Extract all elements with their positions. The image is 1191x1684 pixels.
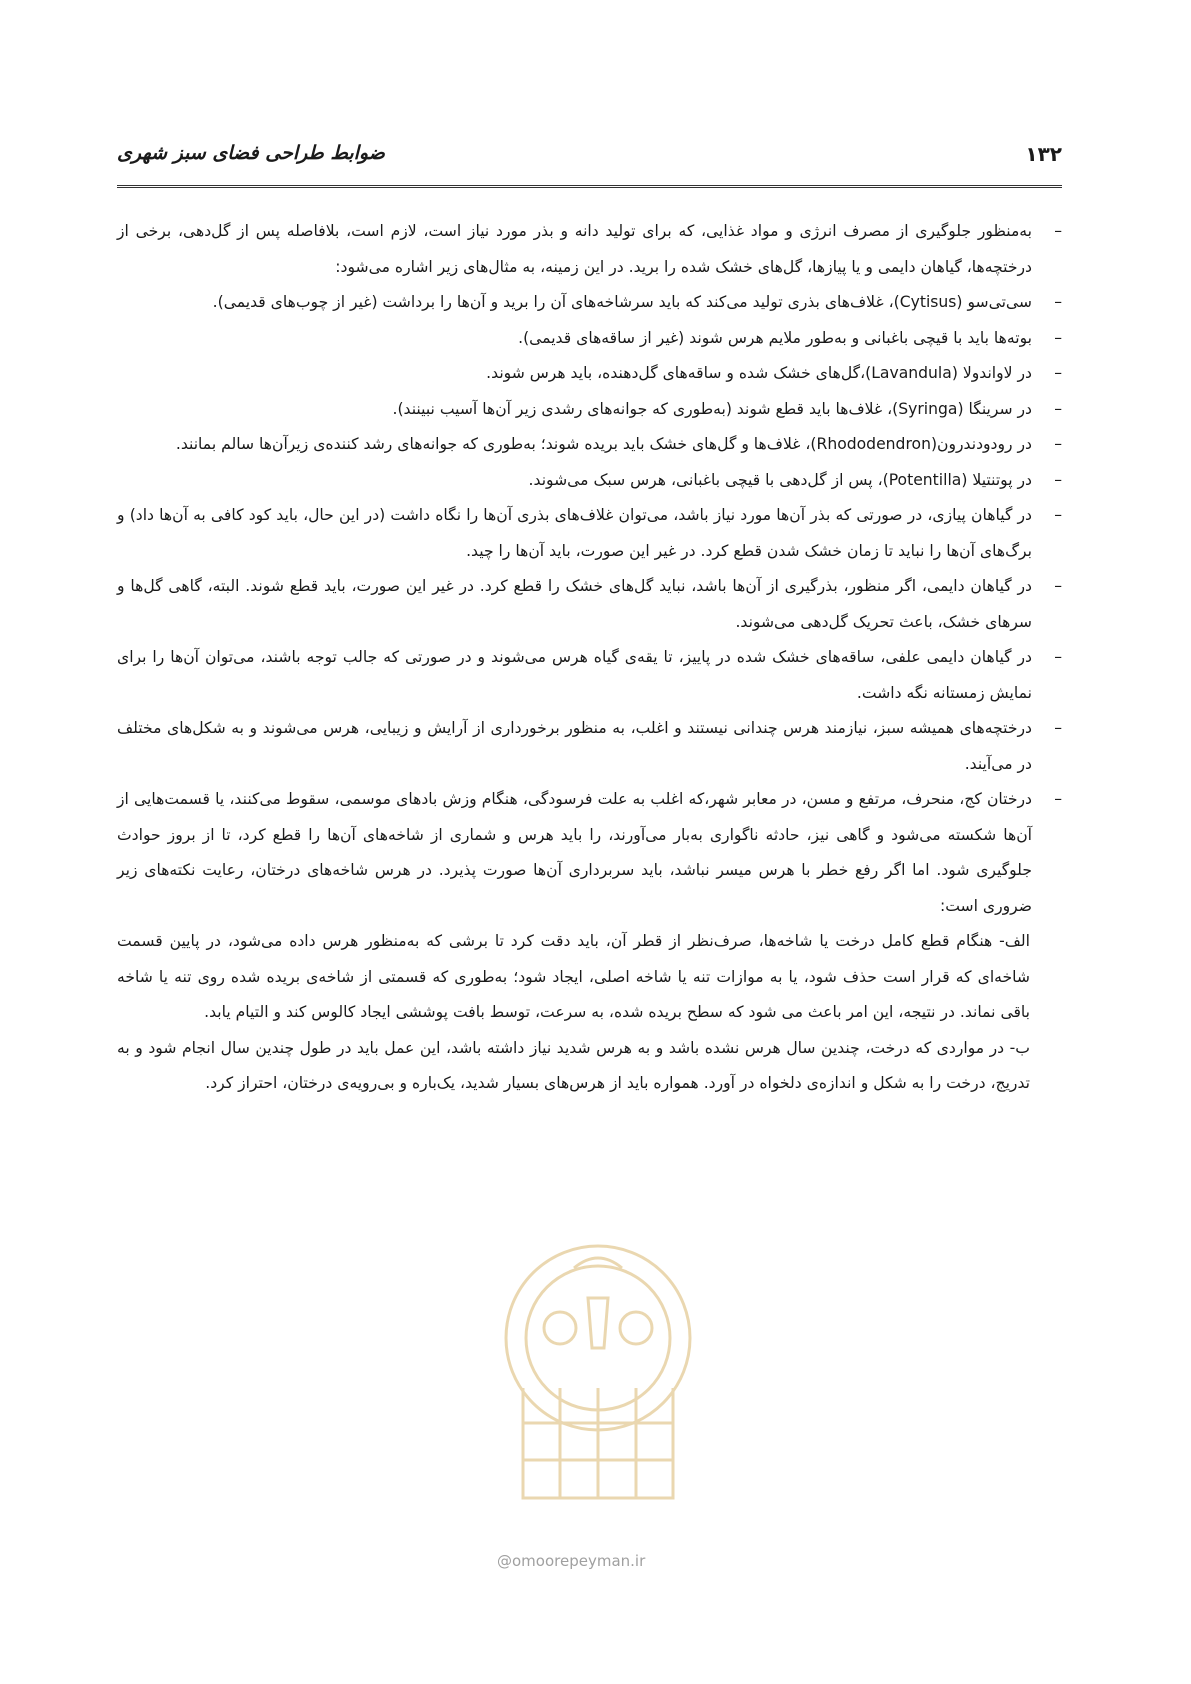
list-item [117, 356, 1062, 392]
bullet-dash: – [1054, 328, 1062, 347]
watermark-seal-icon [478, 1228, 718, 1528]
list-item-text: بوته‌ها باید با قیچی باغبانی و به‌طور ملایم هرس شوند (غیر از ساقه‌های قدیمی). [518, 328, 1032, 347]
header-divider [117, 185, 1062, 188]
list-item-text: در رودودندرون(Rhododendron)، غلاف‌ها و گل‌های خشک باید بریده شوند؛ به‌طوری که جوانه‌های رشد کننده‌ی زیرآن‌ها سالم بمانند. [175, 435, 1032, 453]
list-item-text: در گیاهان دایمی علفی، ساقه‌های خشک شده در پاییز، تا یقه‌ی گیاه هرس می‌شوند و در صورتی که جالب توجه باشند، می‌توان آن‌ها را برای نمایش زمستانه نگه داشت. [117, 648, 1032, 702]
list-item [117, 392, 1062, 428]
running-title: ضوابط طراحی فضای سبز شهری [117, 142, 385, 164]
list-item [117, 782, 1062, 924]
page-number: ۱۳۲ [1025, 142, 1062, 166]
bullet-dash: – [1054, 364, 1062, 382]
list-item-text: درختان کج، منحرف، مرتفع و مسن، در معابر شهر،که اغلب به علت فرسودگی، هنگام وزش بادهای موسمی، سقوط می‌کنند، یا قسمت‌هایی از آن‌ها شکسته می‌شود و گاهی نیز، حادثه ناگواری به‌بار می‌آورند، را باید هرس و شماری از شاخه‌های آن‌ها را قطع کرد، تا از بروز حوادث جلوگیری شود. اما اگر رفع خطر با هرس میسر نباشد، باید سربرداری آن‌ها صورت پذیرد. در هرس شاخه‌های درختان، رعایت نکته‌های زیر ضروری است: [117, 790, 1032, 915]
list-item [117, 427, 1062, 463]
list-item [117, 214, 1062, 285]
bullet-dash: – [1054, 506, 1062, 524]
list-item [117, 321, 1062, 357]
list-item-text: در لاواندولا (Lavandula)،گل‌های خشک شده و ساقه‌های گل‌دهنده، باید هرس شوند. [486, 364, 1032, 382]
list-item [117, 569, 1062, 640]
watermark-url: @omoorepeyman.ir [497, 1552, 646, 1570]
sub-item-be: ب- در مواردی که درخت، چندین سال هرس نشده باشد و به هرس شدید نیاز داشته باشد، این عمل باید در طول چندین سال انجام شود و به تدریج، درخت را به شکل و اندازه‌ی دلخواه در آورد. همواره باید از هرس‌های بسیار شدید، یک‌باره و بی‌رویه‌ی درختان، احتراز کرد. [117, 1038, 1030, 1092]
list-item [117, 711, 1062, 782]
bullet-dash: – [1054, 577, 1062, 595]
list-item [117, 498, 1062, 569]
bullet-dash: – [1054, 470, 1062, 489]
list-item-text: در سرینگا (Syringa)، غلاف‌ها باید قطع شوند (به‌طوری که جوانه‌های رشدی زیر آن‌ها آسیب نبینند). [392, 399, 1032, 418]
bullet-dash: – [1054, 435, 1062, 453]
bullet-dash: – [1054, 293, 1062, 311]
list-item-text: به‌منظور جلوگیری از مصرف انرژی و مواد غذایی، که برای تولید دانه و بذر مورد نیاز است، لازم است، بلافاصله پس از گل‌دهی، برخی از درختچه‌ها، گیاهان دایمی و یا پیازها، گل‌های خشک شده را برید. در این زمینه، به مثال‌های زیر اشاره می‌شود: [117, 222, 1032, 276]
bullet-dash: – [1054, 399, 1062, 418]
bullet-dash: – [1054, 222, 1062, 240]
bullet-dash: – [1054, 790, 1062, 808]
list-item-text: سی‌تی‌سو (Cytisus)، غلاف‌های بذری تولید می‌کند که باید سرشاخه‌های آن را برید و آن‌ها را برداشت (غیر از چوب‌های قدیمی). [212, 293, 1032, 311]
sub-item-alef: الف- هنگام قطع کامل درخت یا شاخه‌ها، صرف‌نظر از قطر آن، باید دقت کرد تا برشی که به‌منظور هرس داده می‌شود، در پایین قسمت شاخه‌ای که قرار است حذف شود، یا به موازات تنه یا شاخه اصلی، ایجاد شود؛ به‌طوری که قسمتی از شاخه‌ی بریده شده روی تنه یا شاخه باقی نماند. در نتیجه، این امر باعث می شود که سطح بریده شده، به سرعت، توسط بافت پوششی ایجاد کالوس کند و التیام یابد. [117, 932, 1030, 1021]
list-item-text: در گیاهان پیازی، در صورتی که بذر آن‌ها مورد نیاز باشد، می‌توان غلاف‌های بذری آن‌ها را نگاه داشت (در این حال، باید کود کافی به آن‌ها داد) و برگ‌های آن‌ها را نباید تا زمان خشک شدن قطع کرد. در غیر این صورت، باید آن‌ها را چید. [117, 506, 1032, 560]
list-item-text: درختچه‌های همیشه سبز، نیازمند هرس چندانی نیستند و اغلب، به منظور برخورداری از آرایش و زیبایی، هرس می‌شوند و به شکل‌های مختلف در می‌آیند. [117, 719, 1032, 773]
list-item-text: در پوتنتیلا (Potentilla)، پس از گل‌دهی با قیچی باغبانی، هرس سبک می‌شوند. [528, 470, 1032, 489]
bullet-dash: – [1054, 648, 1062, 666]
list-item [117, 285, 1062, 321]
list-item [117, 463, 1062, 499]
list-item [117, 640, 1062, 711]
bullet-dash: – [1054, 719, 1062, 737]
body-text [117, 214, 1062, 1102]
list-item-text: در گیاهان دایمی، اگر منظور، بذرگیری از آن‌ها باشد، نباید گل‌های خشک را قطع کرد. در غیر این صورت، باید قطع شوند. البته، گاهی گل‌ها و سرهای خشک، باعث تحریک گل‌دهی می‌شوند. [117, 577, 1032, 631]
page-header [117, 140, 1062, 174]
